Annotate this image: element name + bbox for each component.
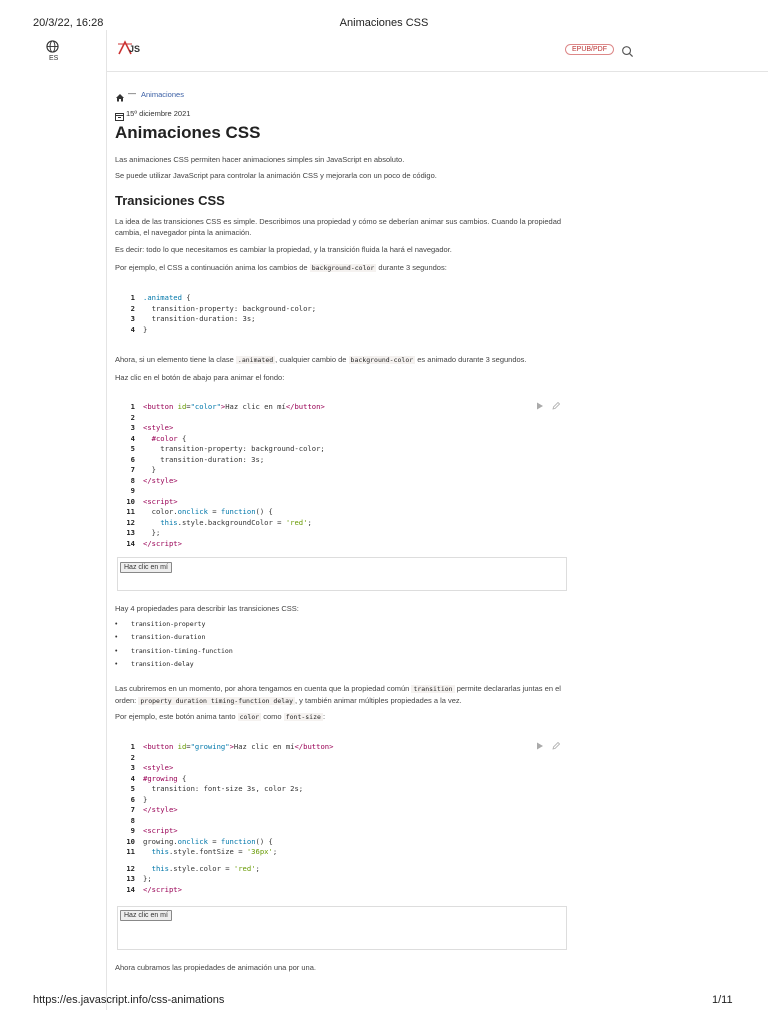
edit-icon[interactable] bbox=[552, 737, 560, 755]
paragraph-este-boton: Por ejemplo, este botón anima tanto color como font-size : bbox=[115, 712, 326, 721]
paragraph-idea: La idea de las transiciones CSS es simple. Describimos una propiedad y cómo se deberían animar sus cambios. Cuando la propiedad cambia, el navegador pinta la animación. bbox=[115, 217, 562, 237]
paragraph-cubriremos: Las cubriremos en un momento, por ahora tengamos en cuenta que la propiedad común transition permite declararlas juntas en el orden: property duration timing-function delay , y también animar múltiples propiedades a la vez. bbox=[115, 684, 561, 705]
language-label[interactable]: ES bbox=[49, 55, 59, 62]
inline-code: background-color bbox=[311, 264, 375, 272]
demo-result-2 bbox=[117, 906, 567, 950]
print-url: https://es.javascript.info/css-animations bbox=[33, 994, 225, 1006]
code-block-html-color: 1 <button id="color">Haz clic en mí</button> 2 3 <style> 4 #color { 5 transition-property: background-color; 6 transition-duration: 3s; 7 } 8 </style> 9 10 <script> 11 color.onclick = function() { 12 this.style.backgroundColor = 'red'; 13 }; 14 </script> bbox=[126, 402, 325, 548]
demo-growing-button[interactable]: Haz clic en mí bbox=[120, 910, 172, 921]
list-item: • transition-property bbox=[115, 620, 206, 628]
print-page-number: 1/11 bbox=[712, 994, 733, 1006]
site-logo[interactable] bbox=[117, 40, 141, 61]
publish-date: 15º diciembre 2021 bbox=[126, 109, 191, 118]
run-icon[interactable] bbox=[536, 737, 544, 755]
page-title: Animaciones CSS bbox=[115, 123, 261, 142]
intro-paragraph-1: Las animaciones CSS permiten hacer animaciones simples sin JavaScript en absoluto. bbox=[115, 155, 405, 164]
breadcrumb-current[interactable]: Animaciones bbox=[141, 90, 184, 99]
breadcrumb-separator: — bbox=[128, 89, 136, 98]
paragraph-es-decir: Es decir: todo lo que necesitamos es cambiar la propiedad, y la transición fluida la hará el navegador. bbox=[115, 245, 452, 254]
paragraph-cubramos: Ahora cubramos las propiedades de animación una por una. bbox=[115, 963, 316, 972]
paragraph-ejemplo: Por ejemplo, el CSS a continuación anima los cambios de background-color durante 3 segundos: bbox=[115, 263, 447, 272]
code-block-css: 1 .animated { 2 transition-property: background-color; 3 transition-duration: 3s; 4 } bbox=[130, 293, 317, 334]
code-block-html-growing: 1 <button id="growing">Haz clic en mí</button> 2 3 <style> 4 #growing { 5 transition: font-size 3s, color 2s; 6 } 7 </style> 8 9 <script> 10 growing.onclick = function() { 11 this.style.fontSize = '36px'; 12 this.style.color = 'red'; 13 }; 14 </script> bbox=[126, 742, 334, 894]
paragraph-ahora: Ahora, si un elemento tiene la clase .animated , cualquier cambio de background-color es animado durante 3 segundos. bbox=[115, 355, 527, 364]
edit-icon[interactable] bbox=[552, 397, 560, 415]
demo-result-1 bbox=[117, 557, 567, 591]
demo-color-button[interactable]: Haz clic en mí bbox=[120, 562, 172, 573]
intro-paragraph-2: Se puede utilizar JavaScript para controlar la animación CSS y mejorarla con un poco de código. bbox=[115, 171, 437, 180]
paragraph-4-propiedades: Hay 4 propiedades para describir las transiciones CSS: bbox=[115, 604, 299, 613]
section-heading: Transiciones CSS bbox=[115, 193, 225, 208]
epub-pdf-button[interactable]: EPUB/PDF bbox=[565, 44, 614, 55]
topbar-divider bbox=[106, 71, 768, 72]
print-title: Animaciones CSS bbox=[339, 17, 429, 29]
list-item: • transition-delay bbox=[115, 660, 194, 668]
logo-text: JS bbox=[129, 44, 141, 54]
search-icon[interactable] bbox=[621, 45, 634, 63]
print-datetime: 20/3/22, 16:28 bbox=[33, 17, 104, 29]
home-icon[interactable] bbox=[115, 89, 125, 107]
paragraph-haz-clic: Haz clic en el botón de abajo para animar el fondo: bbox=[115, 373, 285, 382]
list-item: • transition-duration bbox=[115, 633, 206, 641]
run-icon[interactable] bbox=[536, 397, 544, 415]
sidebar bbox=[0, 30, 107, 1010]
list-item: • transition-timing-function bbox=[115, 647, 233, 655]
